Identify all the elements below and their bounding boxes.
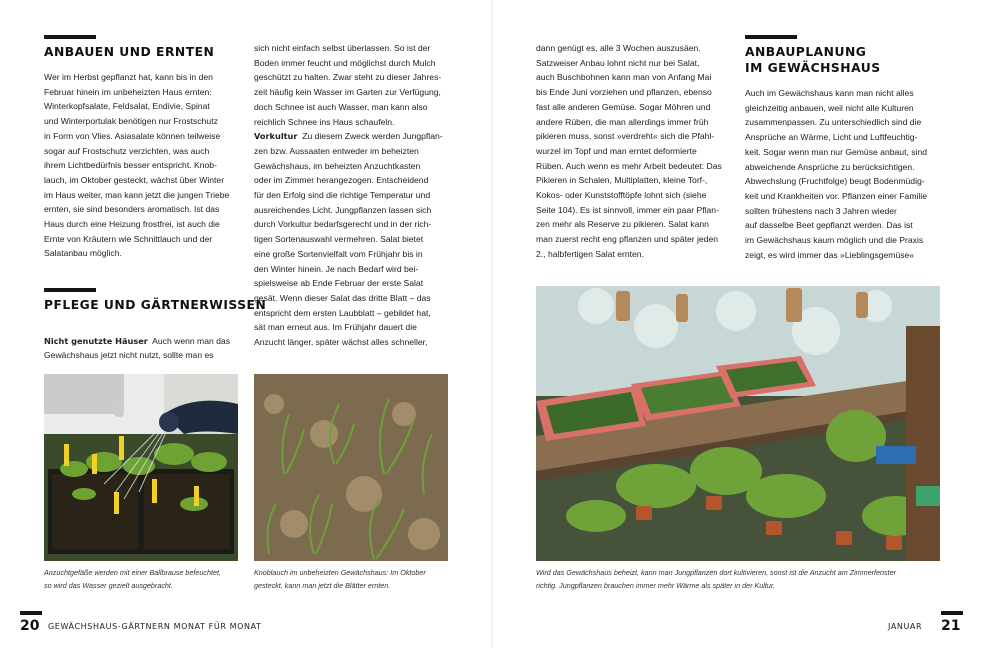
text-line: eine große Sortenvielfalt vom Frühjahr bis in xyxy=(254,248,423,259)
text-line: ausreichendes Licht. Jungpflanzen lassen sich xyxy=(254,204,432,215)
text-line: keit. Sogar wenn man nur Gemüse anbaut, sind xyxy=(745,146,928,157)
text-line: auch Buschbohnen kann man von Anfang Mai xyxy=(536,72,712,83)
text-line: reichlich Schnee ins Haus schaufeln. xyxy=(254,116,395,127)
text-line: wurzel im Topf und man erntet deformierte xyxy=(536,145,697,156)
text-line: abweichende Ansprüche zu berücksichtigen. xyxy=(745,161,915,172)
text-line: Abwechslung (Fruchtfolge) beugt Bodenmüdig- xyxy=(745,176,925,187)
caption-photo-2 xyxy=(254,567,426,592)
column-2-text xyxy=(254,41,443,350)
text-line: Kokos- oder Kunststofftöpfe lohnt sich (siehe xyxy=(536,190,707,201)
text-line: auf dasselbe Beet gepflanzt werden. Das ist xyxy=(745,220,913,231)
footer-month: JANUAR xyxy=(888,622,923,631)
text-line: zusammenpassen. Zu unterschiedlich sind die xyxy=(745,117,922,128)
caption-photo-3 xyxy=(536,567,896,592)
text-line: andere Rüben, die man allerdings immer früh xyxy=(536,116,709,127)
text-line: ernten, sie sind besonders aromatisch. Ist das xyxy=(44,204,220,215)
text-line: Ansprüche an Wärme, Licht und Luftfeuchtig- xyxy=(745,132,918,143)
text-line: Auch im Gewächshaus kann man nicht alles xyxy=(745,88,914,98)
sub-label-nicht-genutzte-haeuser: Nicht genutzte Häuser xyxy=(44,335,148,346)
text-line: dann genügt es, alle 3 Wochen auszusäen. xyxy=(536,43,701,53)
text-line: bis Ende Juni vorziehen und pflanzen, ebenso xyxy=(536,87,712,98)
text-line: Pikieren in Schalen, Multiplatten, kleine Torf-, xyxy=(536,175,708,186)
sub-label-vorkultur: Vorkultur xyxy=(254,131,298,142)
text-line: Wird das Gewächshaus beheizt, kann man Jungpflanzen dort kultivieren, sonst ist die Anzucht am Zimmerfenster xyxy=(536,568,897,577)
text-line: sät man erneut aus. Im Frühjahr dauert die xyxy=(254,322,417,333)
text-line: richtig. Jungpflanzen brauchen immer mehr Wärme als später in der Kultur. xyxy=(536,580,776,590)
text-line-rest: Zu diesem Zweck werden Jungpflan- xyxy=(297,131,443,142)
text-line: Salatanbau möglich. xyxy=(44,248,122,259)
text-line: gesteckt, kann man jetzt die Blätter ernten. xyxy=(254,580,391,590)
text-line: entspricht dem ersten Laubblatt – gebildet hat, xyxy=(254,307,431,318)
column-1-text xyxy=(44,70,229,261)
text-line: Satzweiser Anbau lohnt nicht nur bei Salat, xyxy=(536,57,700,68)
text-line: ihrem Lichtbedürfnis besser entspricht. Knob- xyxy=(44,160,217,171)
heading-anbauplanung xyxy=(745,44,881,76)
text-line: durch Vorkultur bedarfsgerecht und in der rich- xyxy=(254,219,432,230)
column-3-text xyxy=(536,41,722,262)
photo-watering-seedlings xyxy=(44,374,238,561)
text-line: pikieren muss, sonst »verdreht« sich die Pfahl- xyxy=(536,131,715,142)
text-line: man zuerst recht eng pflanzen und später jeden xyxy=(536,234,719,245)
column-1b-text xyxy=(44,319,230,363)
heading-rule xyxy=(44,288,96,292)
text-line: im Gewächshaus kaum möglich und die Praxis xyxy=(745,235,924,246)
text-line: zeit häufig kein Wasser im Garten zur Verfügung, xyxy=(254,87,441,98)
photo-garlic xyxy=(254,374,448,561)
caption-photo-1 xyxy=(44,567,221,592)
text-line: sich nicht einfach selbst überlassen. So ist der xyxy=(254,43,431,53)
text-line: zen bzw. Aussaaten entweder im beheizten xyxy=(254,145,419,156)
text-line: Winterkopfsalate, Feldsalat, Endivie, Spinat xyxy=(44,101,210,112)
text-line: Gewächshaus, im beheizten Anzuchtkasten xyxy=(254,160,421,171)
page-number-right: 21 xyxy=(941,618,961,634)
text-line: Februar hinein im unbeheizten Haus ernten: xyxy=(44,86,212,97)
text-line: zen mehr als Reserve zu pikieren. Salat kann xyxy=(536,219,709,230)
text-line: im Haus weiter, man kann jetzt die jungen Triebe xyxy=(44,189,230,200)
text-line: für den Erfolg sind die richtige Temperatur und xyxy=(254,190,431,201)
text-line: oder im Zimmer herangezogen. Entscheidend xyxy=(254,175,429,186)
text-line: 2., halbfertigen Salat ernten. xyxy=(536,248,644,259)
text-line: gesät. Wenn dieser Salat das dritte Blatt – das xyxy=(254,292,431,303)
text-line: fast alle anderen Gemüse. Sogar Möhren und xyxy=(536,101,711,112)
heading-anbauen-und-ernten: ANBAUEN UND ERNTEN xyxy=(44,45,215,59)
text-line: Anzucht länger, später wächst alles schneller, xyxy=(254,337,428,348)
text-line xyxy=(254,129,443,144)
heading-pflege-und-gaertnerwissen: PFLEGE UND GÄRTNERWISSEN xyxy=(44,298,267,312)
text-line: tigen Sortenauswahl vermehren. Salat bietet xyxy=(254,234,424,245)
footer-rule xyxy=(20,611,42,615)
text-line: Boden immer feucht und möglichst durch Mulch xyxy=(254,57,436,68)
heading-line: IM GEWÄCHSHAUS xyxy=(745,61,881,75)
text-line: den Winter hinein. Je nach Bedarf wird bei- xyxy=(254,263,419,274)
heading-rule xyxy=(44,35,96,39)
text-line: Anzuchtgefäße werden mit einer Ballbrause befeuchtet, xyxy=(44,568,221,577)
text-line: und Winterportulak benötigen nur Frostschutz xyxy=(44,116,218,127)
text-line: geschützt zu halten. Zwar steht zu dieser Jahres- xyxy=(254,72,442,83)
text-line: so wird das Wasser gezielt ausgebracht. xyxy=(44,580,173,590)
text-line: Wer im Herbst gepflanzt hat, kann bis in den xyxy=(44,72,213,82)
text-line: Ernte von Kräutern wie Schnittlauch und der xyxy=(44,233,213,244)
text-line: zeigt, es wird immer das »Lieblingsgemüse« xyxy=(745,249,915,260)
text-line: Seite 104). Es ist sinnvoll, immer ein paar Pflan- xyxy=(536,204,719,215)
footer-rule xyxy=(941,611,963,615)
text-line: keit und Krankheiten vor. Pflanzen einer Familie xyxy=(745,190,927,201)
text-line: spielsweise ab Ende Februar der erste Salat xyxy=(254,278,424,289)
book-gutter xyxy=(491,0,493,648)
text-line: Rüben. Auch wenn es mehr Arbeit bedeutet: Das xyxy=(536,160,722,171)
text-line: Haus durch eine Heizung frostfrei, ist auch die xyxy=(44,219,220,230)
text-line: Gewächshaus jetzt nicht nutzt, sollte man es xyxy=(44,350,214,361)
photo-greenhouse-interior xyxy=(536,286,940,561)
footer-book-title: GEWÄCHSHAUS-GÄRTNERN MONAT FÜR MONAT xyxy=(48,622,262,631)
text-line: sollten frühestens nach 3 Jahren wieder xyxy=(745,205,897,216)
text-line: Auch wenn man das xyxy=(147,335,231,346)
column-4-text xyxy=(745,86,927,262)
text-line: gleichzeitig anbauen, weil nicht alle Kulturen xyxy=(745,102,914,113)
text-line: Knoblauch im unbeheizten Gewächshaus: Im Oktober xyxy=(254,568,426,577)
text-line: in Form von Vlies. Asiasalate können teilweise xyxy=(44,130,221,141)
heading-rule xyxy=(745,35,797,39)
page-number-left: 20 xyxy=(20,618,40,634)
text-line: doch Schnee ist auch Wasser, man kann also xyxy=(254,101,428,112)
text-line: lauch, im Oktober gesteckt, wächst über Winter xyxy=(44,174,225,185)
text-line: sogar auf Frostschutz verzichten, was auch xyxy=(44,145,210,156)
heading-line: ANBAUPLANUNG xyxy=(745,45,867,59)
